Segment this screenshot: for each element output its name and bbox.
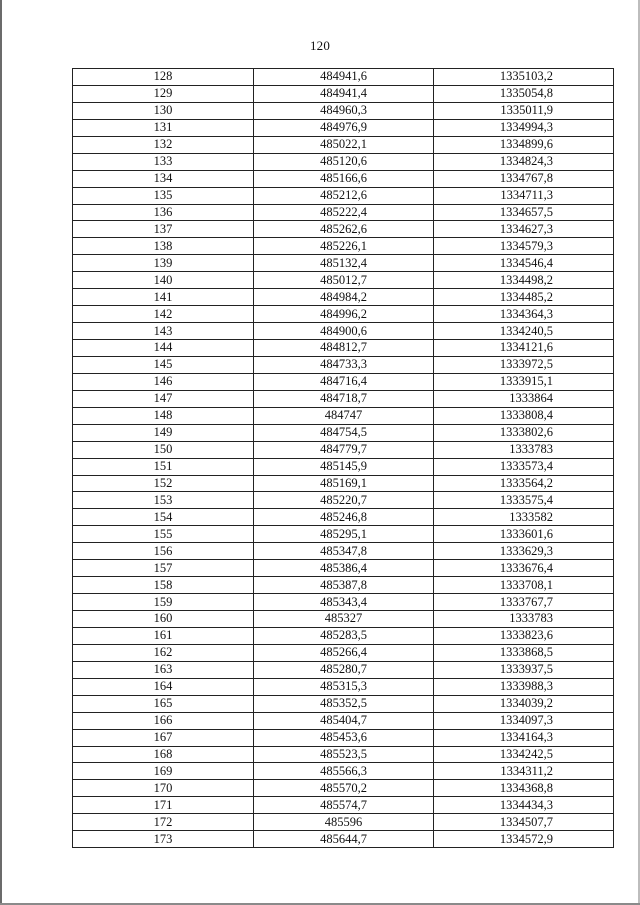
table-row	[73, 814, 614, 831]
y-coordinate-cell: 1334899,6	[434, 136, 614, 153]
y-coordinate-cell: 1333582	[434, 509, 614, 526]
table-row	[73, 577, 614, 594]
y-coordinate-cell: 1333708,1	[434, 577, 614, 594]
y-coordinate-cell: 1334546,4	[434, 255, 614, 272]
y-coordinate-cell: 1334097,3	[434, 712, 614, 729]
point-number-cell: 165	[73, 695, 254, 712]
y-coordinate-cell: 1333808,4	[434, 407, 614, 424]
point-number-cell: 128	[73, 69, 254, 86]
table-row	[73, 441, 614, 458]
y-coordinate-cell: 1333573,4	[434, 458, 614, 475]
y-coordinate-cell: 1334434,3	[434, 797, 614, 814]
point-number-cell: 136	[73, 204, 254, 221]
x-coordinate-cell: 485574,7	[254, 797, 434, 814]
point-number-cell: 141	[73, 289, 254, 306]
x-coordinate-cell: 484716,4	[254, 373, 434, 390]
x-coordinate-cell: 485352,5	[254, 695, 434, 712]
table-row	[73, 509, 614, 526]
table-row	[73, 729, 614, 746]
x-coordinate-cell: 485566,3	[254, 763, 434, 780]
table-row	[73, 69, 614, 86]
table-row	[73, 390, 614, 407]
x-coordinate-cell: 484960,3	[254, 102, 434, 119]
x-coordinate-cell: 484718,7	[254, 390, 434, 407]
table-row	[73, 356, 614, 373]
x-coordinate-cell: 485145,9	[254, 458, 434, 475]
y-coordinate-cell: 1334572,9	[434, 831, 614, 848]
point-number-cell: 146	[73, 373, 254, 390]
x-coordinate-cell: 485386,4	[254, 560, 434, 577]
table-row	[73, 407, 614, 424]
y-coordinate-cell: 1334164,3	[434, 729, 614, 746]
table-row	[73, 644, 614, 661]
x-coordinate-cell: 485169,1	[254, 475, 434, 492]
y-coordinate-cell: 1334485,2	[434, 289, 614, 306]
table-row	[73, 289, 614, 306]
y-coordinate-cell: 1334627,3	[434, 221, 614, 238]
point-number-cell: 132	[73, 136, 254, 153]
y-coordinate-cell: 1333601,6	[434, 526, 614, 543]
y-coordinate-cell: 1334240,5	[434, 323, 614, 340]
x-coordinate-cell: 485596	[254, 814, 434, 831]
point-number-cell: 147	[73, 390, 254, 407]
x-coordinate-cell: 485387,8	[254, 577, 434, 594]
y-coordinate-cell: 1333988,3	[434, 678, 614, 695]
table-row	[73, 661, 614, 678]
table-row	[73, 458, 614, 475]
coordinates-table-body	[73, 69, 614, 848]
point-number-cell: 135	[73, 187, 254, 204]
x-coordinate-cell: 485226,1	[254, 238, 434, 255]
x-coordinate-cell: 484733,3	[254, 356, 434, 373]
y-coordinate-cell: 1334824,3	[434, 153, 614, 170]
x-coordinate-cell: 485404,7	[254, 712, 434, 729]
x-coordinate-cell: 485120,6	[254, 153, 434, 170]
point-number-cell: 173	[73, 831, 254, 848]
x-coordinate-cell: 485166,6	[254, 170, 434, 187]
x-coordinate-cell: 485347,8	[254, 543, 434, 560]
y-coordinate-cell: 1334121,6	[434, 340, 614, 357]
table-row	[73, 221, 614, 238]
point-number-cell: 161	[73, 627, 254, 644]
y-coordinate-cell: 1334368,8	[434, 780, 614, 797]
x-coordinate-cell: 484941,6	[254, 69, 434, 86]
x-coordinate-cell: 485246,8	[254, 509, 434, 526]
y-coordinate-cell: 1334579,3	[434, 238, 614, 255]
y-coordinate-cell: 1333783	[434, 611, 614, 628]
y-coordinate-cell: 1333629,3	[434, 543, 614, 560]
point-number-cell: 159	[73, 594, 254, 611]
x-coordinate-cell: 485644,7	[254, 831, 434, 848]
table-row	[73, 594, 614, 611]
table-row	[73, 340, 614, 357]
y-coordinate-cell: 1334507,7	[434, 814, 614, 831]
point-number-cell: 164	[73, 678, 254, 695]
x-coordinate-cell: 485012,7	[254, 272, 434, 289]
table-row	[73, 780, 614, 797]
y-coordinate-cell: 1334657,5	[434, 204, 614, 221]
x-coordinate-cell: 485315,3	[254, 678, 434, 695]
point-number-cell: 169	[73, 763, 254, 780]
table-row	[73, 187, 614, 204]
x-coordinate-cell: 485523,5	[254, 746, 434, 763]
y-coordinate-cell: 1333767,7	[434, 594, 614, 611]
point-number-cell: 151	[73, 458, 254, 475]
x-coordinate-cell: 485212,6	[254, 187, 434, 204]
point-number-cell: 148	[73, 407, 254, 424]
point-number-cell: 131	[73, 119, 254, 136]
table-row	[73, 695, 614, 712]
x-coordinate-cell: 485327	[254, 611, 434, 628]
point-number-cell: 155	[73, 526, 254, 543]
x-coordinate-cell: 484941,4	[254, 85, 434, 102]
y-coordinate-cell: 1333972,5	[434, 356, 614, 373]
table-row	[73, 678, 614, 695]
y-coordinate-cell: 1335011,9	[434, 102, 614, 119]
table-row	[73, 373, 614, 390]
x-coordinate-cell: 484984,2	[254, 289, 434, 306]
point-number-cell: 160	[73, 611, 254, 628]
x-coordinate-cell: 485453,6	[254, 729, 434, 746]
x-coordinate-cell: 485022,1	[254, 136, 434, 153]
point-number-cell: 167	[73, 729, 254, 746]
point-number-cell: 172	[73, 814, 254, 831]
point-number-cell: 152	[73, 475, 254, 492]
x-coordinate-cell: 485570,2	[254, 780, 434, 797]
point-number-cell: 158	[73, 577, 254, 594]
table-row	[73, 424, 614, 441]
table-row	[73, 153, 614, 170]
point-number-cell: 156	[73, 543, 254, 560]
table-row	[73, 712, 614, 729]
y-coordinate-cell: 1333575,4	[434, 492, 614, 509]
x-coordinate-cell: 485280,7	[254, 661, 434, 678]
point-number-cell: 129	[73, 85, 254, 102]
point-number-cell: 139	[73, 255, 254, 272]
table-row	[73, 831, 614, 848]
y-coordinate-cell: 1333676,4	[434, 560, 614, 577]
point-number-cell: 157	[73, 560, 254, 577]
page-number: 120	[309, 38, 331, 53]
coordinates-table	[72, 68, 614, 848]
point-number-cell: 153	[73, 492, 254, 509]
x-coordinate-cell: 485266,4	[254, 644, 434, 661]
point-number-cell: 142	[73, 306, 254, 323]
table-row	[73, 119, 614, 136]
x-coordinate-cell: 485283,5	[254, 627, 434, 644]
y-coordinate-cell: 1333802,6	[434, 424, 614, 441]
x-coordinate-cell: 484976,9	[254, 119, 434, 136]
y-coordinate-cell: 1334711,3	[434, 187, 614, 204]
point-number-cell: 143	[73, 323, 254, 340]
y-coordinate-cell: 1335103,2	[434, 69, 614, 86]
x-coordinate-cell: 484996,2	[254, 306, 434, 323]
y-coordinate-cell: 1334242,5	[434, 746, 614, 763]
y-coordinate-cell: 1333564,2	[434, 475, 614, 492]
x-coordinate-cell: 485132,4	[254, 255, 434, 272]
table-row	[73, 543, 614, 560]
y-coordinate-cell: 1334311,2	[434, 763, 614, 780]
x-coordinate-cell: 485295,1	[254, 526, 434, 543]
y-coordinate-cell: 1333937,5	[434, 661, 614, 678]
x-coordinate-cell: 484812,7	[254, 340, 434, 357]
y-coordinate-cell: 1334498,2	[434, 272, 614, 289]
y-coordinate-cell: 1333864	[434, 390, 614, 407]
y-coordinate-cell: 1335054,8	[434, 85, 614, 102]
point-number-cell: 166	[73, 712, 254, 729]
point-number-cell: 162	[73, 644, 254, 661]
point-number-cell: 137	[73, 221, 254, 238]
y-coordinate-cell: 1334767,8	[434, 170, 614, 187]
table-row	[73, 204, 614, 221]
point-number-cell: 138	[73, 238, 254, 255]
table-row	[73, 763, 614, 780]
x-coordinate-cell: 485222,4	[254, 204, 434, 221]
y-coordinate-cell: 1333823,6	[434, 627, 614, 644]
table-row	[73, 238, 614, 255]
point-number-cell: 140	[73, 272, 254, 289]
point-number-cell: 171	[73, 797, 254, 814]
point-number-cell: 144	[73, 340, 254, 357]
table-row	[73, 475, 614, 492]
point-number-cell: 145	[73, 356, 254, 373]
point-number-cell: 168	[73, 746, 254, 763]
table-row	[73, 102, 614, 119]
table-row	[73, 323, 614, 340]
y-coordinate-cell: 1333783	[434, 441, 614, 458]
x-coordinate-cell: 485262,6	[254, 221, 434, 238]
table-row	[73, 272, 614, 289]
table-row	[73, 170, 614, 187]
table-row	[73, 797, 614, 814]
point-number-cell: 133	[73, 153, 254, 170]
x-coordinate-cell: 484754,5	[254, 424, 434, 441]
table-row	[73, 611, 614, 628]
point-number-cell: 150	[73, 441, 254, 458]
y-coordinate-cell: 1333868,5	[434, 644, 614, 661]
scan-edge-left	[0, 0, 2, 905]
y-coordinate-cell: 1334994,3	[434, 119, 614, 136]
y-coordinate-cell: 1334039,2	[434, 695, 614, 712]
y-coordinate-cell: 1334364,3	[434, 306, 614, 323]
point-number-cell: 149	[73, 424, 254, 441]
table-row	[73, 627, 614, 644]
point-number-cell: 134	[73, 170, 254, 187]
x-coordinate-cell: 485343,4	[254, 594, 434, 611]
table-row	[73, 746, 614, 763]
x-coordinate-cell: 485220,7	[254, 492, 434, 509]
table-row	[73, 560, 614, 577]
y-coordinate-cell: 1333915,1	[434, 373, 614, 390]
x-coordinate-cell: 484900,6	[254, 323, 434, 340]
x-coordinate-cell: 484779,7	[254, 441, 434, 458]
point-number-cell: 170	[73, 780, 254, 797]
table-row	[73, 85, 614, 102]
table-row	[73, 306, 614, 323]
table-row	[73, 136, 614, 153]
table-row	[73, 526, 614, 543]
point-number-cell: 163	[73, 661, 254, 678]
table-row	[73, 255, 614, 272]
point-number-cell: 154	[73, 509, 254, 526]
x-coordinate-cell: 484747	[254, 407, 434, 424]
table-row	[73, 492, 614, 509]
point-number-cell: 130	[73, 102, 254, 119]
